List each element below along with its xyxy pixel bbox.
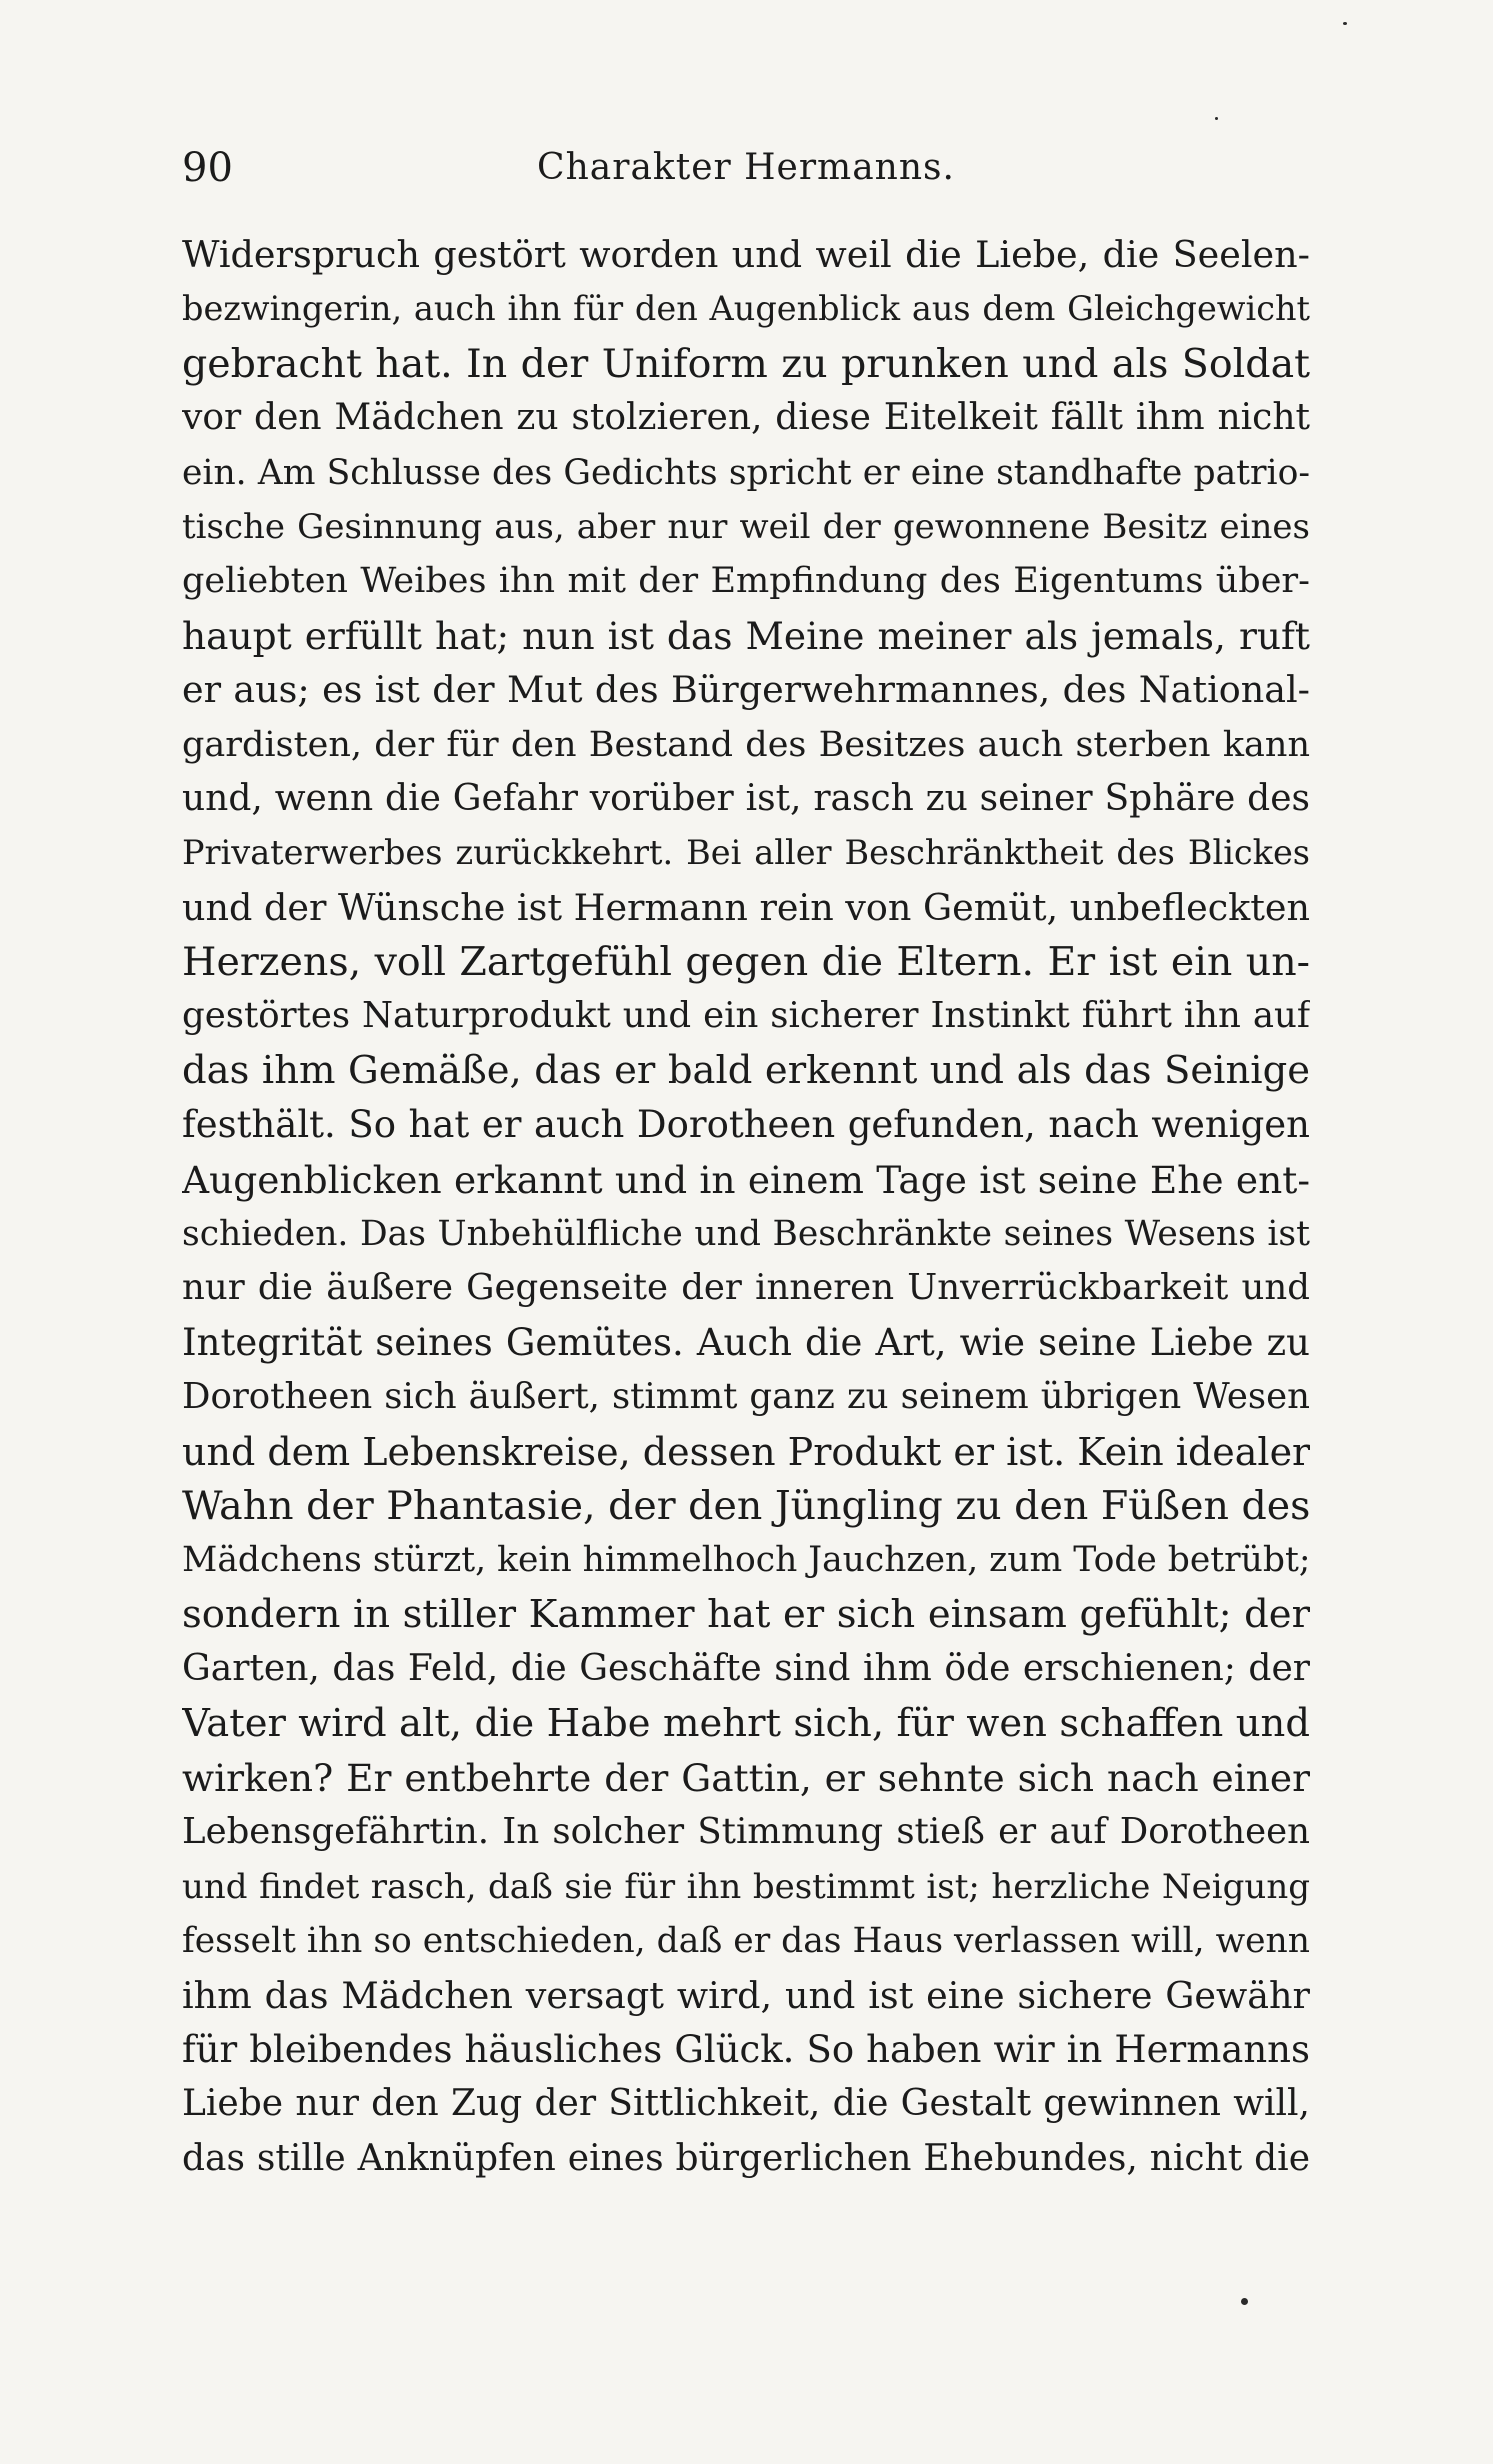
text-line: ihm das Mädchen versagt wird, und ist eine sichere Gewähr [182, 1973, 1310, 2017]
text-line: gebracht hat. In der Uniform zu prunken und als Soldat [182, 340, 1310, 387]
ink-speck [1215, 117, 1218, 120]
text-line: festhält. So hat er auch Dorotheen gefunden, nach wenigen [182, 1103, 1310, 1147]
text-line: haupt erfüllt hat; nun ist das Meine meiner als jemals, ruft [182, 613, 1310, 658]
text-line: Lebensgefährtin. In solcher Stimmung stieß er auf Dorotheen [182, 1811, 1310, 1853]
text-line: ein. Am Schlusse des Gedichts spricht er eine standhafte patrio- [182, 452, 1310, 493]
page-number: 90 [182, 145, 233, 191]
text-line: Dorotheen sich äußert, stimmt ganz zu seinem übrigen Wesen [182, 1376, 1310, 1418]
text-line: und findet rasch, daß sie für ihn bestimmt ist; herzliche Neigung [182, 1866, 1310, 1907]
text-line: das ihm Gemäße, das er bald erkennt und als das Seinige [182, 1047, 1310, 1093]
text-line: Vater wird alt, die Habe mehrt sich, für wen schaffen und [182, 1700, 1310, 1746]
text-line: nur die äußere Gegenseite der inneren Unverrückbarkeit und [182, 1267, 1310, 1309]
text-line: und, wenn die Gefahr vorüber ist, rasch zu seiner Sphäre des [182, 777, 1310, 819]
body-text [182, 228, 1310, 2186]
text-line: gardisten, der für den Bestand des Besitzes auch sterben kann [182, 724, 1310, 765]
ink-speck [1343, 22, 1347, 25]
text-line: Integrität seines Gemütes. Auch die Art, wie seine Liebe zu [182, 1320, 1310, 1364]
text-line: für bleibendes häusliches Glück. So haben wir in Hermanns [182, 2027, 1310, 2071]
text-line: Herzens, voll Zartgefühl gegen die Eltern. Er ist ein un- [182, 939, 1310, 986]
text-line: Mädchens stürzt, kein himmelhoch Jauchzen, zum Tode betrübt; [182, 1540, 1310, 1581]
text-line: Liebe nur den Zug der Sittlichkeit, die Gestalt gewinnen will, [182, 2083, 1310, 2125]
text-line: und dem Lebenskreise, dessen Produkt er ist. Kein idealer [182, 1429, 1310, 1474]
page-header [182, 138, 1310, 198]
text-line: er aus; es ist der Mut des Bürgerwehrmannes, des National- [182, 668, 1310, 712]
running-title: Charakter Hermanns. [537, 147, 955, 188]
text-line: Wahn der Phantasie, der den Jüngling zu den Füßen des [182, 1482, 1310, 1529]
text-line: Privaterwerbes zurückkehrt. Bei aller Beschränktheit des Blickes [182, 833, 1310, 873]
text-line: das stille Anknüpfen eines bürgerlichen Ehebundes, nicht die [182, 2137, 1310, 2179]
text-line: wirken? Er entbehrte der Gattin, er sehnte sich nach einer [182, 1755, 1310, 1800]
text-line: tische Gesinnung aus, aber nur weil der gewonnene Besitz eines [182, 506, 1310, 547]
text-line: sondern in stiller Kammer hat er sich einsam gefühlt; der [182, 1591, 1310, 1637]
text-line: gestörtes Naturprodukt und ein sicherer Instinkt führt ihn auf [182, 995, 1310, 1037]
text-line: vor den Mädchen zu stolzieren, diese Eitelkeit fällt ihm nicht [182, 397, 1310, 439]
ink-speck [1241, 2298, 1248, 2305]
text-line: fesselt ihn so entschieden, daß er das Haus verlassen will, wenn [182, 1921, 1310, 1962]
text-line: schieden. Das Unbehülfliche und Beschränkte seines Wesens ist [182, 1214, 1310, 1255]
text-line: Widerspruch gestört worden und weil die Liebe, die Seelen- [182, 233, 1310, 276]
text-line: und der Wünsche ist Hermann rein von Gemüt, unbefleckten [182, 885, 1310, 929]
text-line: Garten, das Feld, die Geschäfte sind ihm öde erschienen; der [182, 1648, 1310, 1690]
text-line: geliebten Weibes ihn mit der Empfindung des Eigentums über- [182, 561, 1310, 602]
text-line: bezwingerin, auch ihn für den Augenblick aus dem Gleichgewicht [182, 289, 1310, 329]
text-line: Augenblicken erkannt und in einem Tage ist seine Ehe ent- [182, 1157, 1310, 1202]
